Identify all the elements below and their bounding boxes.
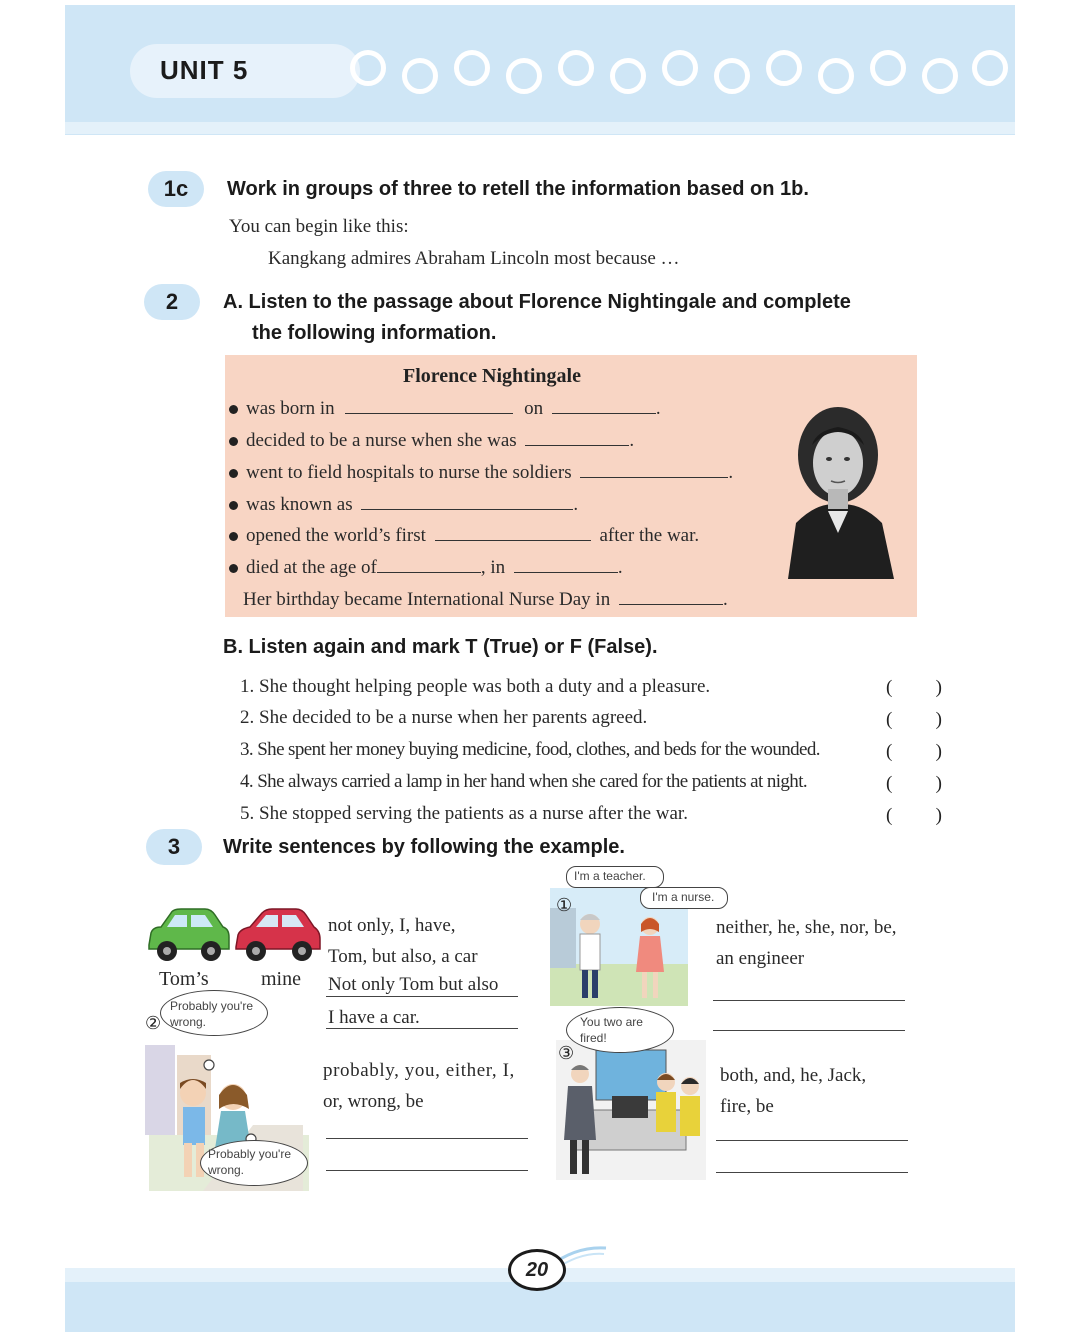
ex3-prompt [716,912,897,974]
ring-icon [922,58,958,94]
section-2a-instruction-line2: the following information. [252,322,497,344]
ring-icon [662,50,698,86]
section-2a-instruction-line1: A. Listen to the passage about Florence Nightingale and complete [223,291,851,313]
blank-death-year[interactable] [514,556,618,573]
section-2b-instruction: B. Listen again and mark T (True) or F (False). [223,636,658,658]
ex3-number: ① [556,895,573,915]
ex2-prompt-line1: probably, you, either, I, [323,1060,515,1081]
info-line-birthday [243,588,728,611]
bullet-icon [229,405,238,414]
unit-title: UNIT 5 [160,55,249,85]
ring-icon [766,50,802,86]
info-line-field-text: went to field hospitals to nurse the soldiers [246,462,572,483]
info-line-birthday-text: Her birthday became International Nurse Day in [243,589,611,610]
ring-icon [818,58,854,94]
info-box-title: Florence Nightingale [403,365,581,387]
blank-age[interactable] [525,429,629,446]
info-line-died-in: , in [480,557,506,578]
ring-icon [454,50,490,86]
ring-icon [714,58,750,94]
statement-2: 2. She decided to be a nurse when her parents agreed. [240,707,648,728]
ring-icon [506,58,542,94]
bullet-icon [229,437,238,446]
period: . [728,462,734,483]
paren-close: ) [935,709,942,730]
section-2-badge: 2 [144,284,200,320]
section-3-badge: 3 [146,829,202,865]
ex4-prompt-line1: both, and, he, Jack, [720,1065,867,1086]
speech-bubble-fired-text: You two are fired! [580,1015,643,1045]
blank-nurse-day[interactable] [619,588,723,605]
answer-bracket-5[interactable] [886,805,942,827]
answer-line[interactable] [716,1172,908,1173]
section-1c-lead-in: You can begin like this: [229,216,409,237]
section-1c-example: Kangkang admires Abraham Lincoln most because … [268,248,680,269]
info-line-decided [229,429,634,452]
bullet-icon [229,564,238,573]
paren-close: ) [935,773,942,794]
header-strip [65,122,1015,134]
blank-soldiers[interactable] [580,461,728,478]
statement-5: 5. She stopped serving the patients as a nurse after the war. [240,803,688,824]
ring-icon [350,50,386,86]
info-line-died [229,556,623,579]
info-line-born-text: was born in [246,398,335,419]
blank-place[interactable] [345,397,513,414]
period: . [722,589,728,610]
info-line-field-hospitals [229,461,733,484]
office-fired-illustration [556,1040,706,1180]
info-line-born-on: on [524,398,544,419]
answer-line[interactable] [326,1170,528,1171]
answer-bracket-1[interactable] [886,677,942,699]
speech-bubble-top-text: Probably you're wrong. [170,999,254,1029]
info-line-opened-after: after the war. [599,525,700,546]
ring-icon [558,50,594,86]
answer-bracket-3[interactable] [886,741,942,763]
ex1-answer-line1: Not only Tom but also [328,974,499,995]
answer-line[interactable] [326,1138,528,1139]
info-line-known-text: was known as [246,494,353,515]
ex2-number: ② [145,1013,162,1033]
ring-icon [610,58,646,94]
paren-close: ) [935,805,942,826]
nightingale-portrait [778,393,898,579]
ring-icon [870,50,906,86]
bullet-icon [229,532,238,541]
blank-date[interactable] [552,397,656,414]
page-number: 20 [508,1249,566,1291]
paren-close: ) [935,677,942,698]
speech-bubble-teacher-text: I'm a teacher. [574,869,646,883]
period: . [573,494,579,515]
section-1c-instruction: Work in groups of three to retell the information based on 1b. [227,178,809,200]
bullet-icon [229,501,238,510]
paren-open: ( [886,805,893,826]
paren-open: ( [886,741,893,762]
car-label-toms: Tom’s [159,968,209,990]
ex1-prompt [328,910,478,972]
ex3-prompt-line1: neither, he, she, nor, be, [716,917,897,938]
ex4-prompt [720,1060,866,1122]
speech-bubble-nurse-text: I'm a nurse. [652,890,715,904]
ex4-number: ③ [558,1043,575,1063]
ex1-prompt-line2: Tom, but also, a car [328,946,478,967]
answer-line[interactable] [716,1140,908,1141]
statement-4: 4. She always carried a lamp in her hand when she cared for the patients at night. [240,771,808,792]
answer-bracket-2[interactable] [886,709,942,731]
ex1-prompt-line1: not only, I, have, [328,915,456,936]
ex2-prompt-line2: or, wrong, be [323,1091,424,1112]
red-car-icon [232,905,322,967]
info-line-known-as [229,493,578,516]
paren-close: ) [935,741,942,762]
answer-line[interactable] [713,1000,905,1001]
section-3-instruction: Write sentences by following the example. [223,836,625,858]
period: . [629,430,635,451]
ex2-prompt [323,1055,515,1117]
answer-line [326,996,518,997]
section-1c-badge: 1c [148,171,204,207]
statement-3: 3. She spent her money buying medicine, food, clothes, and beds for the wounded. [240,739,820,760]
paren-open: ( [886,677,893,698]
paren-open: ( [886,709,893,730]
ex3-prompt-line2: an engineer [716,948,805,969]
ring-icon [402,58,438,94]
answer-line [326,1028,518,1029]
period: . [655,398,661,419]
decorative-rings [350,50,1015,100]
ex4-prompt-line2: fire, be [720,1096,774,1117]
car-label-mine: mine [261,968,301,990]
period: . [617,557,623,578]
statement-1: 1. She thought helping people was both a duty and a pleasure. [240,676,711,697]
info-line-decided-text: decided to be a nurse when she was [246,430,517,451]
paren-open: ( [886,773,893,794]
info-line-died-text: died at the age of [246,557,377,578]
blank-first[interactable] [435,524,591,541]
info-line-opened-text: opened the world’s first [246,525,426,546]
answer-line[interactable] [713,1030,905,1031]
bullet-icon [229,469,238,478]
speech-bubble-bottom-text: Probably you're wrong. [208,1147,292,1177]
blank-known-as[interactable] [361,493,573,510]
green-car-icon [143,905,233,967]
ex1-answer-line2: I have a car. [328,1007,420,1028]
answer-bracket-4[interactable] [886,773,942,795]
blank-death-age[interactable] [377,556,481,573]
info-line-opened [229,524,699,547]
info-line-born [229,397,661,420]
ring-icon [972,50,1008,86]
